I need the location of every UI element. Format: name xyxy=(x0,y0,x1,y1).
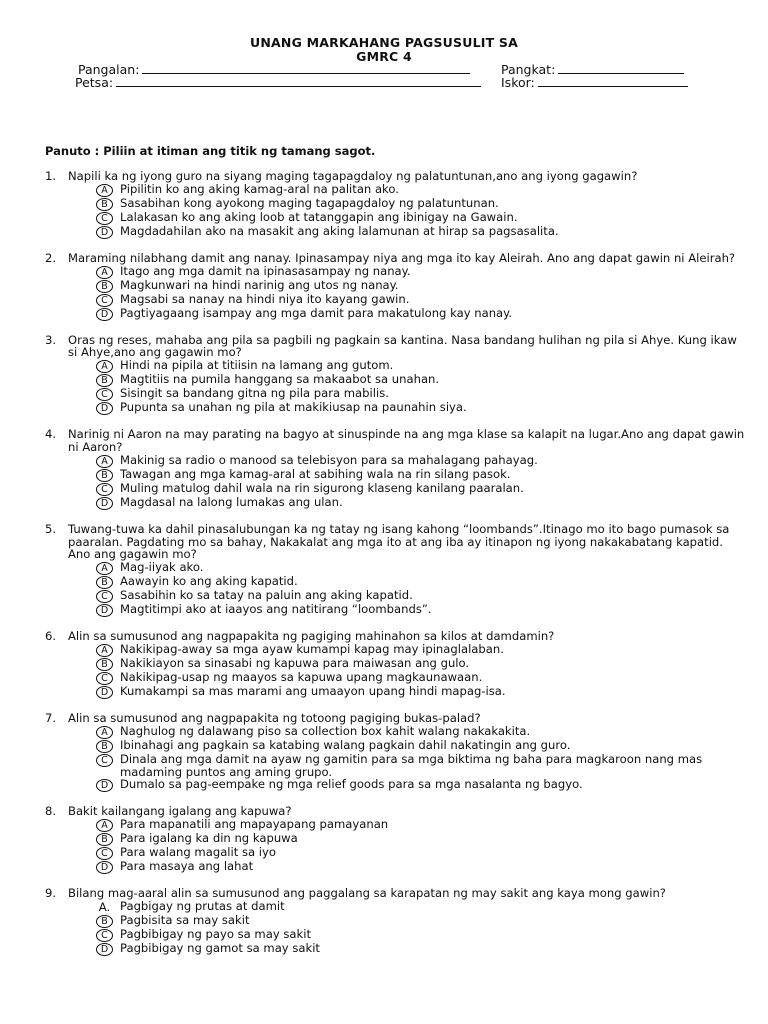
choice-letter-bubble[interactable]: C xyxy=(96,212,113,225)
choice-list xyxy=(96,818,745,874)
choice-letter-bubble[interactable]: B xyxy=(96,374,113,387)
choice-text: Para walang magalit sa iyo xyxy=(120,845,276,860)
choice-text: Sisingit sa bandang gitna ng pila para mabilis. xyxy=(120,386,389,401)
answer-choice[interactable] xyxy=(96,900,745,914)
choice-letter-bubble[interactable]: A xyxy=(96,562,113,575)
question-text: Napili ka ng iyong guro na siyang maging tagapagdaloy ng palatuntunan,ano ang iyong gagawin? xyxy=(68,169,638,183)
answer-choice[interactable] xyxy=(96,685,745,699)
choice-letter-bubble[interactable]: D xyxy=(96,308,113,321)
choice-list xyxy=(96,643,745,699)
question-prompt xyxy=(45,170,745,183)
choice-text: Pagtiyagaang isampay ang mga damit para makatulong kay nanay. xyxy=(120,305,513,320)
exam-subject: GMRC 4 xyxy=(356,49,412,64)
exam-title: UNANG MARKAHANG PAGSUSULIT SA xyxy=(250,35,518,50)
choice-letter-bubble[interactable]: D xyxy=(96,226,113,239)
choice-text: Pagbibigay ng gamot sa may sakit xyxy=(120,940,320,955)
question-text: Tuwang-tuwa ka dahil pinasalubungan ka ng tatay ng isang kahong “loombands”.Itinago mo ito bago pumasok sa paaralan. Pagdating mo sa bahay, Nakakalat ang mga ito at ang iba ay itinapon ng iyong nakakabatang kapatid. Ano ang gagawin mo? xyxy=(68,521,730,562)
choice-letter-bubble[interactable]: D xyxy=(96,497,113,510)
answer-choice[interactable] xyxy=(96,778,745,792)
choice-letter-bubble[interactable]: C xyxy=(96,294,113,307)
choice-letter-bubble[interactable]: C xyxy=(96,590,113,603)
choice-text: Naghulog ng dalawang piso sa collection box kahit walang nakakakita. xyxy=(120,723,531,738)
date-label: Petsa: xyxy=(75,75,114,90)
choice-text: Pupunta sa unahan ng pila at makikiusap na paunahin siya. xyxy=(120,400,467,415)
choice-letter-bubble[interactable]: D xyxy=(96,402,113,415)
choice-list xyxy=(96,454,745,510)
choice-text: Mag-iiyak ako. xyxy=(120,560,204,575)
question xyxy=(45,334,745,416)
name-blank[interactable] xyxy=(142,62,470,74)
question-number: 6. xyxy=(45,629,57,644)
question-number: 9. xyxy=(45,886,57,901)
choice-letter-bubble[interactable]: B xyxy=(96,469,113,482)
choice-text: Lalakasan ko ang aking loob at tatanggapin ang ibinigay na Gawain. xyxy=(120,209,518,224)
question-text: Oras ng reses, mahaba ang pila sa pagbili ng pagkain sa kantina. Nasa bandang hulihan ng pila si Ahye. Kung ikaw si Ahye,ano ang gagawin mo? xyxy=(68,332,737,360)
choice-text: Sasabihin ko sa tatay na paluin ang aking kapatid. xyxy=(120,588,413,603)
answer-choice[interactable] xyxy=(96,279,745,293)
date-row xyxy=(75,75,481,90)
choice-text: Pagbigay ng prutas at damit xyxy=(120,898,285,913)
answer-choice[interactable] xyxy=(96,293,745,307)
choice-text: Nakikipag-away sa mga ayaw kumampi kapag may ipinaglalaban. xyxy=(120,641,504,656)
choice-text: Magdasal na lalong lumakas ang ulan. xyxy=(120,494,343,509)
question-prompt xyxy=(45,334,745,360)
answer-choice[interactable] xyxy=(96,725,745,739)
answer-choice[interactable] xyxy=(96,942,745,956)
choice-letter-bubble[interactable]: D xyxy=(96,604,113,617)
choice-letter-bubble[interactable]: B xyxy=(96,915,113,928)
answer-choice[interactable] xyxy=(96,753,745,779)
choice-text: Itago ang mga damit na ipinasasampay ng nanay. xyxy=(120,263,411,278)
answer-choice[interactable] xyxy=(96,401,745,415)
answer-choice[interactable] xyxy=(96,211,745,225)
question-number: 7. xyxy=(45,710,57,725)
choice-letter-bubble[interactable]: A xyxy=(96,184,113,197)
choice-text: Kumakampi sa mas marami ang umaayon upang hindi mapag-isa. xyxy=(120,683,506,698)
answer-choice[interactable] xyxy=(96,914,745,928)
choice-letter-bubble[interactable]: A xyxy=(96,819,113,832)
question xyxy=(45,252,745,321)
choice-text: Pipilitin ko ang aking kamag-aral na palitan ako. xyxy=(120,181,399,196)
answer-choice[interactable] xyxy=(96,657,745,671)
question-text: Narinig ni Aaron na may parating na bagyo at sinuspinde na ang mga klase sa kalapit na lugar.Ano ang dapat gawin ni Aaron? xyxy=(68,427,745,454)
answer-choice[interactable] xyxy=(96,387,745,401)
question xyxy=(45,428,745,510)
choice-text: Pagbibigay ng payo sa may sakit xyxy=(120,926,312,941)
choice-letter-bubble[interactable]: C xyxy=(96,672,113,685)
choice-text: Para mapanatili ang mapayapang pamayanan xyxy=(120,817,389,832)
answer-choice[interactable] xyxy=(96,671,745,685)
question-prompt xyxy=(45,712,745,725)
question xyxy=(45,170,745,239)
answer-choice[interactable] xyxy=(96,468,745,482)
choice-letter-bubble[interactable]: D xyxy=(96,943,113,956)
answer-choice[interactable] xyxy=(96,561,745,575)
question-prompt xyxy=(45,252,745,265)
answer-choice[interactable] xyxy=(96,818,745,832)
score-row xyxy=(501,75,688,90)
choice-letter-bubble[interactable]: B xyxy=(96,833,113,846)
choice-text: Makinig sa radio o manood sa telebisyon para sa mahalagang pahayag. xyxy=(120,452,538,467)
grade-label: Pangkat: xyxy=(501,62,556,77)
question xyxy=(45,523,745,617)
answer-choice[interactable] xyxy=(96,846,745,860)
choice-text: Magkunwari na hindi narinig ang utos ng nanay. xyxy=(120,277,399,292)
choice-text: Muling matulog dahil wala na rin sigurong klaseng kanilang paaralan. xyxy=(120,480,524,495)
answer-choice[interactable] xyxy=(96,575,745,589)
question-text: Alin sa sumusunod ang nagpapakita ng totoong pagiging bukas-palad? xyxy=(68,710,481,725)
question-text: Bakit kailangang igalang ang kapuwa? xyxy=(68,804,292,819)
choice-list xyxy=(96,359,745,415)
question-number: 4. xyxy=(45,427,57,442)
question xyxy=(45,805,745,874)
choice-text: Para igalang ka din ng kapuwa xyxy=(120,831,298,846)
choice-letter-bubble[interactable]: A xyxy=(96,360,113,373)
date-blank[interactable] xyxy=(116,75,481,87)
answer-choice[interactable] xyxy=(96,307,745,321)
answer-choice[interactable] xyxy=(96,832,745,846)
answer-choice[interactable] xyxy=(96,197,745,211)
choice-list xyxy=(96,900,745,956)
choice-text: Dumalo sa pag-eempake ng mga relief goods para sa mga nasalanta ng bagyo. xyxy=(120,777,583,792)
choice-text: Aawayin ko ang aking kapatid. xyxy=(120,574,298,589)
answer-choice[interactable] xyxy=(96,496,745,510)
choice-text: Nakikiayon sa sinasabi ng kapuwa para maiwasan ang gulo. xyxy=(120,655,470,670)
answer-choice[interactable] xyxy=(96,373,745,387)
choice-text: Sasabihan kong ayokong maging tagapagdaloy ng palatuntunan. xyxy=(120,195,499,210)
choice-list xyxy=(96,561,745,617)
answer-choice[interactable] xyxy=(96,482,745,496)
choice-letter-bubble[interactable]: A xyxy=(96,644,113,657)
choice-text: Para masaya ang lahat xyxy=(120,859,254,874)
question xyxy=(45,887,745,956)
choice-letter-bubble[interactable]: C xyxy=(96,754,113,767)
choice-letter-bubble[interactable]: B xyxy=(96,740,113,753)
choice-text: Dinala ang mga damit na ayaw ng gamitin para sa mga biktima ng baha para magkaroon nang mas madaming puntos ang aming grupo. xyxy=(120,751,703,779)
choice-text: Magsabi sa nanay na hindi niya ito kayang gawin. xyxy=(120,291,410,306)
choice-text: Nakikipag-usap ng maayos sa kapuwa upang magkaunawaan. xyxy=(120,669,483,684)
question-text: Maraming nilabhang damit ang nanay. Ipinasampay niya ang mga ito kay Aleirah. Ano ang dapat gawin ni Aleirah? xyxy=(68,250,736,265)
question-number: 3. xyxy=(45,332,57,347)
choice-list xyxy=(96,265,745,321)
question-text: Bilang mag-aaral alin sa sumusunod ang paggalang sa karapatan ng may sakit ang kaya mong gawin? xyxy=(68,886,666,901)
choice-text: Magtitiis na pumila hanggang sa makaabot sa unahan. xyxy=(120,372,440,387)
answer-choice[interactable] xyxy=(96,928,745,942)
question-number: 8. xyxy=(45,804,57,819)
choice-letter-bubble[interactable]: B xyxy=(96,198,113,211)
instructions: Panuto : Piliin at itiman ang titik ng tamang sagot. xyxy=(45,144,376,158)
answer-choice[interactable] xyxy=(96,739,745,753)
score-blank[interactable] xyxy=(538,75,688,87)
choice-letter-bubble[interactable]: B xyxy=(96,658,113,671)
choice-text: Pagbisita sa may sakit xyxy=(120,912,250,927)
choice-letter-bubble[interactable]: A. xyxy=(98,899,111,914)
choice-letter-bubble[interactable]: A xyxy=(96,455,113,468)
choice-letter-bubble[interactable]: A xyxy=(96,726,113,739)
question-list xyxy=(45,170,745,956)
question-number: 5. xyxy=(45,521,57,536)
answer-choice[interactable] xyxy=(96,265,745,279)
choice-letter-bubble[interactable]: D xyxy=(96,861,113,874)
choice-letter-bubble[interactable]: C xyxy=(96,847,113,860)
answer-choice[interactable] xyxy=(96,454,745,468)
choice-list xyxy=(96,725,745,793)
choice-letter-bubble[interactable]: D xyxy=(96,686,113,699)
choice-letter-bubble[interactable]: B xyxy=(96,576,113,589)
grade-blank[interactable] xyxy=(558,62,684,74)
question-number: 1. xyxy=(45,169,57,183)
choice-text: Magdadahilan ako na masakit ang aking lalamunan at hirap sa pagsasalita. xyxy=(120,223,559,238)
question xyxy=(45,712,745,792)
answer-choice[interactable] xyxy=(96,860,745,874)
answer-choice[interactable] xyxy=(96,589,745,603)
name-label: Pangalan: xyxy=(78,62,140,77)
choice-letter-bubble[interactable]: C xyxy=(96,929,113,942)
choice-text: Ibinahagi ang pagkain sa katabing walang pagkain dahil nakatingin ang guro. xyxy=(120,737,571,752)
question-prompt xyxy=(45,523,745,561)
question-prompt xyxy=(45,428,745,454)
choice-list xyxy=(96,183,745,239)
choice-text: Hindi na pipila at titiisin na lamang ang gutom. xyxy=(120,358,394,373)
choice-letter-bubble[interactable]: C xyxy=(96,483,113,496)
score-label: Iskor: xyxy=(501,75,535,90)
answer-choice[interactable] xyxy=(96,359,745,373)
question-text: Alin sa sumusunod ang nagpapakita ng pagiging mahinahon sa kilos at damdamin? xyxy=(68,629,555,644)
choice-letter-bubble[interactable]: D xyxy=(96,779,113,792)
answer-choice[interactable] xyxy=(96,643,745,657)
choice-letter-bubble[interactable]: C xyxy=(96,388,113,401)
choice-text: Tawagan ang mga kamag-aral at sabihing wala na rin silang pasok. xyxy=(120,466,511,481)
choice-text: Magtitimpi ako at iaayos ang natitirang “loombands”. xyxy=(120,602,432,617)
choice-letter-bubble[interactable]: B xyxy=(96,280,113,293)
choice-letter-bubble[interactable]: A xyxy=(96,266,113,279)
question-number: 2. xyxy=(45,250,57,265)
answer-choice[interactable] xyxy=(96,225,745,239)
answer-choice[interactable] xyxy=(96,183,745,197)
answer-choice[interactable] xyxy=(96,603,745,617)
question xyxy=(45,630,745,699)
